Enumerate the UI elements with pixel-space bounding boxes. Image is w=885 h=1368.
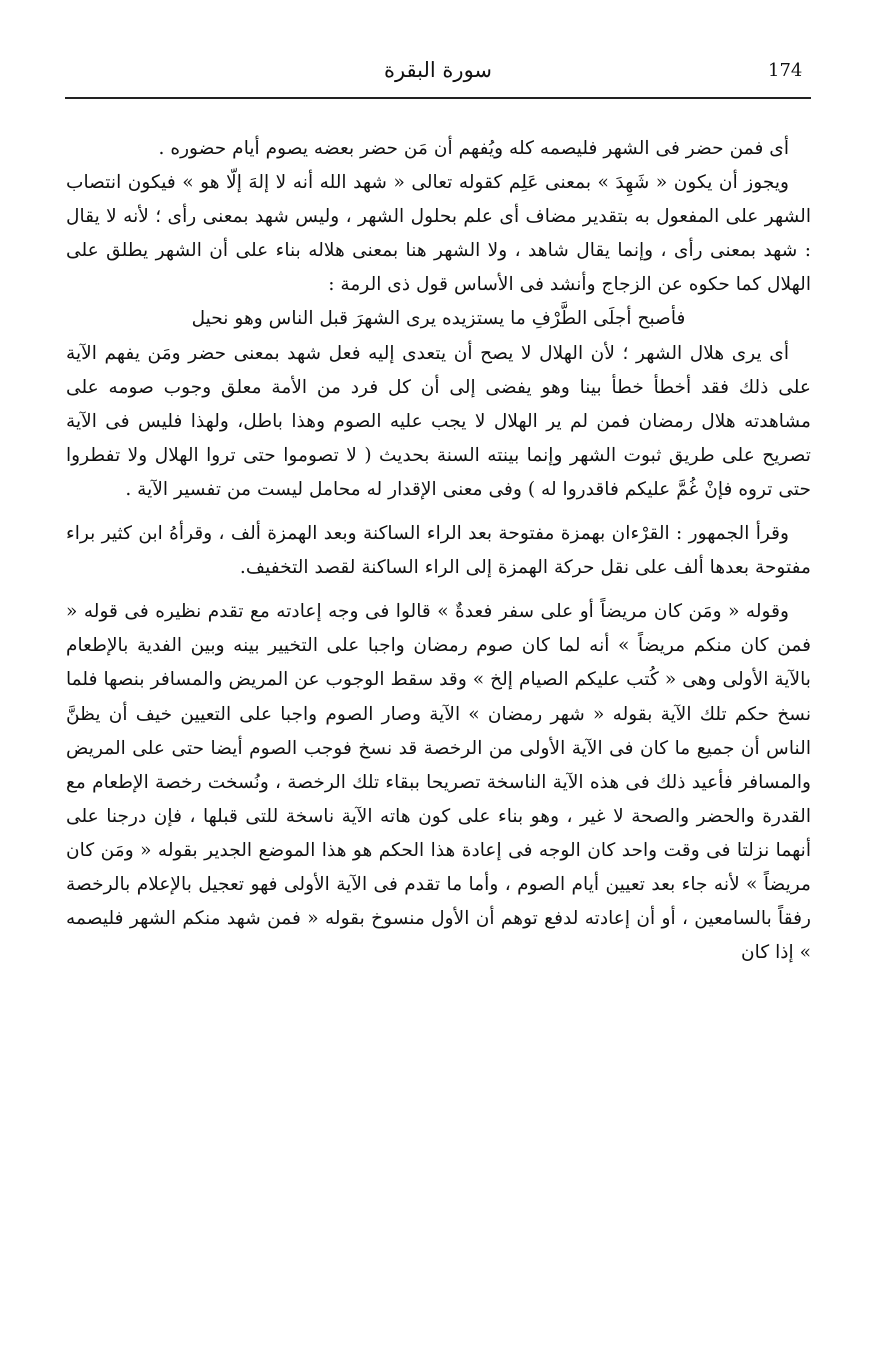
page-header	[65, 52, 811, 94]
paragraph-1: أى فمن حضر فى الشهر فليصمه كله ويُفهم أن مَن حضر بعضه يصوم أيام حضوره .	[158, 138, 789, 159]
paragraph-4: وقرأ الجمهور : القرْءان بهمزة مفتوحة بعد الراء الساكنة وبعد الهمزة ألف ، وقرأهُ ابن كثير براء مفتوحة بعدها ألف على نقل حركة الهمزة إلى الراء الساكنة لقصد التخفيف.	[66, 523, 811, 579]
surah-title: سورة البقرة	[383, 58, 493, 82]
paragraph-2: ويجوز أن يكون « شَهِدَ » بمعنى عَلِم كقوله تعالى « شهد الله أنه لا إلهَ إلّا هو » فيكون انتصاب الشهر على المفعول به بتقدير مضاف أى علم بحلول الشهر ، وليس شهد بمعنى رأى ؛ لأنه لا يقال : شهد بمعنى رأى ، وإنما يقال شاهد ، ولا الشهر هنا بمعنى هلاله بناء على أن الشهر يطلق على الهلال كما حكوه عن الزجاج وأنشد فى الأساس قول ذى الرمة :	[66, 172, 811, 296]
header-divider	[65, 97, 811, 99]
poetry-verse: فأصبح أجلَى الطَّرْفِ ما يستزيده يرى الشهرَ قبل الناس وهو نحيل	[191, 308, 686, 330]
paragraph-5: وقوله « ومَن كان مريضاً أو على سفر فعدةٌ » قالوا فى وجه إعادته مع تقدم نظيره فى قوله « فمن كان منكم مريضاً » أنه لما كان صوم رمضان واجبا على التخيير بينه وبين الفدية بالإطعام بالآية الأولى وهى « كُتب عليكم الصيام إلخ » وقد سقط الوجوب عن المريض والمسافر بنصها فلما نسخ حكم تلك الآية بقوله « شهر رمضان » الآية وصار الصوم واجبا على التعيين خيف أن يظنَّ الناس أن جميع ما كان فى الآية الأولى من الرخصة قد نسخ فوجب الصوم أيضا حتى على المريض والمسافر فأعيد ذلك فى هذه الآية الناسخة تصريحا ببقاء تلك الرخصة ، ونُسخت رخصة الإطعام مع القدرة والحضر والصحة لا غير ، وهو بناء على كون هاته الآية ناسخة للتى قبلها ، فإن درجنا على أنهما نزلتا فى وقت واحد كان الوجه فى إعادة هذا الحكم هو هذا الموضع الجدير بقوله « ومَن كان مريضاً » لأنه جاء بعد تعيين أيام الصوم ، وأما ما تقدم فى الآية الأولى فهو تعجيل بالإعلام بالرخصة رفقاً بالسامعين ، أو أن إعادته لدفع توهم أن الأول منسوخ بقوله « فمن شهد منكم الشهر فليصمه » إذا كان	[66, 601, 811, 964]
text-body	[66, 132, 811, 970]
page-number: 174	[768, 60, 803, 81]
paragraph-3: أى يرى هلال الشهر ؛ لأن الهلال لا يصح أن يتعدى إليه فعل شهد بمعنى حضر ومَن يفهم الآية على ذلك فقد أخطأ خطأ بينا وهو يفضى إلى أن كل فرد من الأمة معلق وجوب صومه على مشاهدته هلال رمضان فمن لم ير الهلال لا يجب عليه الصوم وهذا باطل، ولهذا فليس فى الآية تصريح على طريق ثبوت الشهر وإنما بينته السنة بحديث ( لا تصوموا حتى تروا الهلال ولا تفطروا حتى تروه فإنْ غُمَّ عليكم فاقدروا له ) وفى معنى الإقدار له محامل ليست من تفسير الآية .	[66, 342, 811, 500]
